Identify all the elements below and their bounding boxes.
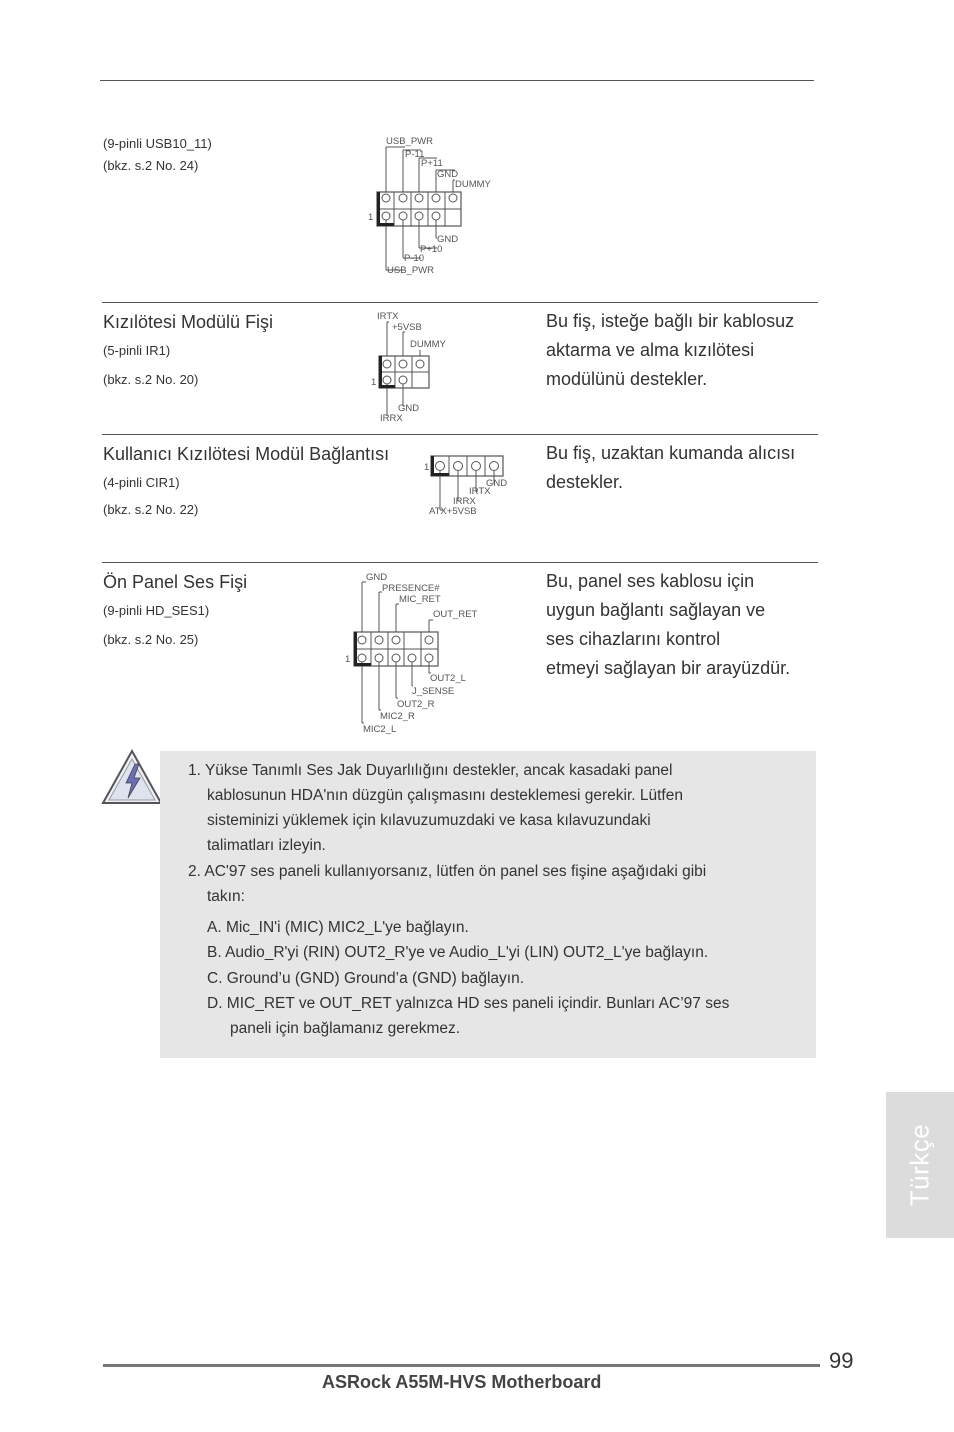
- cir-pins-label: (4-pinli CIR1): [103, 475, 180, 490]
- cir-pin-one: 1: [424, 462, 430, 473]
- cir-desc-line: destekler.: [546, 472, 624, 492]
- usb-pin-one: 1: [368, 212, 374, 223]
- footer-rule: [103, 1364, 820, 1367]
- note-line: 2. AC'97 ses paneli kullanıyorsanız, lütfen ön panel ses fişine aşağıdaki gibi: [188, 863, 707, 880]
- top-rule: [100, 80, 814, 81]
- ir-pin-one: 1: [371, 377, 377, 388]
- ir-ref-label: (bkz. s.2 No. 20): [103, 372, 199, 387]
- hda-label-mic2-r: MIC2_R: [380, 711, 415, 722]
- note-line: B. Audio_R'yi (RIN) OUT2_R'ye ve Audio_L'yi (LIN) OUT2_L'ye bağlayın.: [207, 944, 709, 961]
- page-number: 99: [829, 1348, 854, 1373]
- ir-description: [546, 307, 826, 394]
- cir-label-irtx: IRTX: [469, 486, 491, 497]
- hda-divider: [102, 562, 818, 563]
- ir-header-diagram: [365, 308, 475, 426]
- usb-label-gnd-bottom: GND: [437, 234, 459, 245]
- ir-desc-line: modülünü destekler.: [546, 369, 708, 389]
- note-line: C. Ground’u (GND) Ground’a (GND) bağlayın.: [207, 970, 525, 987]
- hda-description: [546, 567, 826, 683]
- note-line: talimatları izleyin.: [207, 837, 326, 854]
- hda-desc-line: ses cihazlarını kontrol: [546, 629, 721, 649]
- note-line: 1. Yükse Tanımlı Ses Jak Duyarlılığını destekler, ancak kasadaki panel: [188, 762, 673, 779]
- note-line: kablosunun HDA'nın düzgün çalışmasını desteklemesi gerekir. Lütfen: [207, 787, 683, 804]
- usb-label-p10: P-10: [404, 253, 425, 264]
- ir-label-irrx: IRRX: [380, 413, 403, 424]
- language-tab: [886, 1092, 954, 1238]
- usb-ref-label: (bkz. s.2 No. 24): [103, 158, 199, 173]
- hda-label-out2-l: OUT2_L: [430, 673, 466, 684]
- ir-pins-label: (5-pinli IR1): [103, 343, 171, 358]
- usb-label-dummy: DUMMY: [455, 179, 491, 190]
- hda-header-diagram: [340, 568, 490, 740]
- note-line: D. MIC_RET ve OUT_RET yalnızca HD ses paneli içindir. Bunları AC’97 ses: [207, 995, 730, 1012]
- note-line: A. Mic_IN'i (MIC) MIC2_L'ye bağlayın.: [207, 919, 469, 936]
- note-line: takın:: [207, 888, 245, 905]
- usb-label-usb-pwr-bottom: USB_PWR: [387, 265, 434, 276]
- usb-label-p11: P-11: [405, 149, 425, 160]
- ir-divider: [102, 302, 818, 303]
- footer-product-name: ASRock A55M-HVS Motherboard: [322, 1372, 602, 1392]
- hda-label-presence: PRESENCE#: [382, 583, 440, 594]
- ir-desc-line: aktarma ve alma kızılötesi: [546, 340, 755, 360]
- cir-label-atx5vsb: ATX+5VSB: [429, 506, 477, 517]
- cir-label-gnd: GND: [486, 478, 508, 489]
- ir-label-irtx: IRTX: [377, 311, 399, 322]
- cir-divider: [102, 434, 818, 435]
- usb-header-diagram: [360, 130, 510, 280]
- hda-label-gnd: GND: [366, 572, 388, 583]
- cir-ref-label: (bkz. s.2 No. 22): [103, 502, 199, 517]
- usb-label-p11-plus: P+11: [421, 158, 443, 169]
- usb-label-p10-plus: P+10: [420, 244, 443, 255]
- ir-desc-line: Bu fiş, isteğe bağlı bir kablosuz: [546, 311, 795, 331]
- note-box: [160, 751, 816, 1058]
- usb-pins-label: (9-pinli USB10_11): [103, 136, 212, 151]
- hda-label-mic2-l: MIC2_L: [363, 724, 397, 735]
- hda-label-mic-ret: MIC_RET: [399, 594, 441, 605]
- warning-lightning-icon: [100, 748, 164, 808]
- cir-label-irrx: IRRX: [453, 496, 476, 507]
- ir-label-5vsb: +5VSB: [392, 322, 422, 333]
- cir-description: [546, 439, 826, 497]
- language-tab-label: Türkçe: [904, 1123, 935, 1207]
- hda-desc-line: etmeyi sağlayan bir arayüzdür.: [546, 658, 791, 678]
- hda-pins-label: (9-pinli HD_SES1): [103, 603, 210, 618]
- hda-title: Ön Panel Ses Fişi: [103, 572, 248, 592]
- hda-desc-line: uygun bağlantı sağlayan ve: [546, 600, 766, 620]
- note-line: sisteminizi yüklemek için kılavuzumuzdaki ve kasa kılavuzundaki: [207, 812, 651, 829]
- hda-label-out2-r: OUT2_R: [397, 699, 435, 710]
- usb-label-gnd-top: GND: [437, 169, 459, 180]
- cir-header-diagram: [420, 452, 520, 520]
- hda-desc-line: Bu, panel ses kablosu için: [546, 571, 755, 591]
- hda-ref-label: (bkz. s.2 No. 25): [103, 632, 199, 647]
- ir-title: Kızılötesi Modülü Fişi: [103, 312, 274, 332]
- ir-label-gnd: GND: [398, 403, 420, 414]
- ir-label-dummy: DUMMY: [410, 339, 446, 350]
- hda-label-out-ret: OUT_RET: [433, 609, 478, 620]
- note-line: paneli için bağlamanız gerekmez.: [230, 1020, 461, 1037]
- usb-label-usb-pwr-top: USB_PWR: [386, 136, 433, 147]
- hda-label-j-sense: J_SENSE: [412, 686, 455, 697]
- hda-pin-one: 1: [345, 654, 351, 665]
- cir-title: Kullanıcı Kızılötesi Modül Bağlantısı: [103, 444, 390, 464]
- cir-desc-line: Bu fiş, uzaktan kumanda alıcısı: [546, 443, 796, 463]
